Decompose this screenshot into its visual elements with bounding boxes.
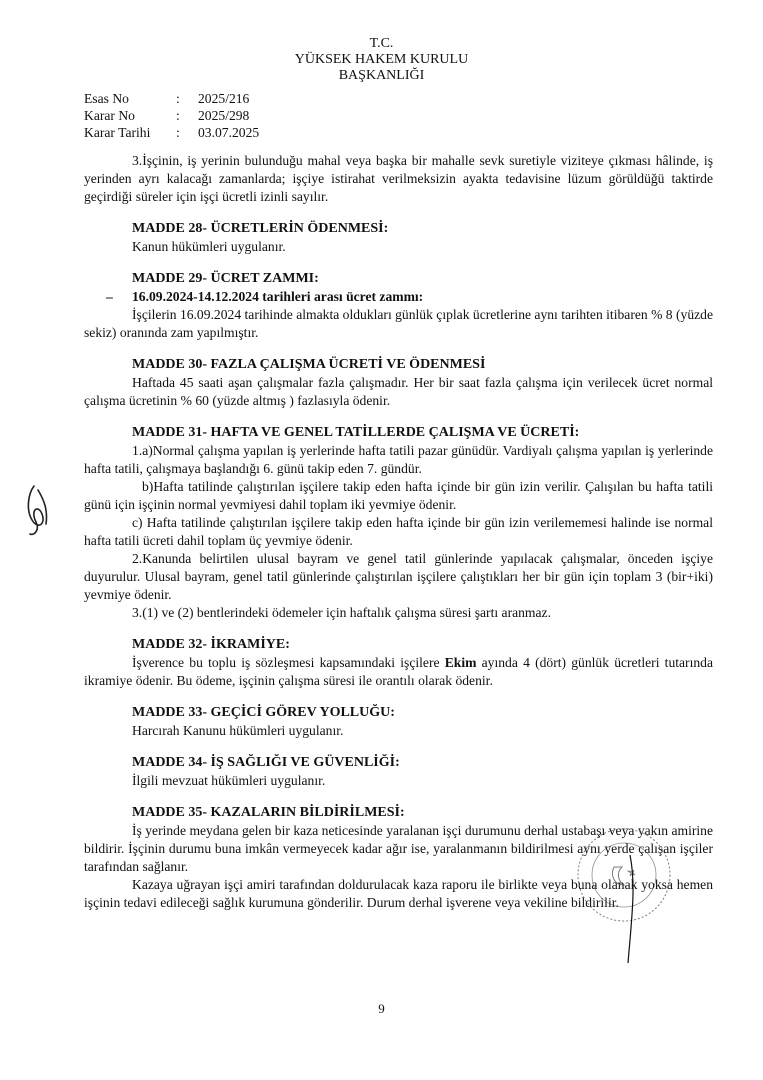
meta-row-karar bbox=[84, 107, 259, 124]
document-body bbox=[84, 152, 713, 912]
meta-value: 2025/298 bbox=[198, 108, 250, 123]
meta-colon: : bbox=[176, 91, 180, 106]
article-31-p1: 1.a)Normal çalışma yapılan iş yerlerinde hafta tatili pazar günüdür. Vardiyalı çalışma yapılan iş yerlerinde hafta tatili, çalışmaya başlandığı 6. günü takip eden 7. gündür. bbox=[84, 443, 713, 476]
article-33-text: Harcırah Kanunu hükümleri uygulanır. bbox=[132, 723, 344, 738]
meta-value: 03.07.2025 bbox=[198, 125, 260, 140]
header-presidency: BAŞKANLIĞI bbox=[338, 68, 425, 83]
meta-row-esas bbox=[84, 90, 259, 107]
article-28-title: MADDE 28- ÜCRETLERİN ÖDENMESİ: bbox=[132, 221, 389, 236]
header-tc: T.C. bbox=[369, 36, 394, 51]
article-29-bullet-text: 16.09.2024-14.12.2024 tarihleri arası ücret zammı: bbox=[132, 289, 424, 304]
article-29-bullet bbox=[106, 288, 713, 306]
article-32-text bbox=[84, 654, 713, 690]
article-29-title: MADDE 29- ÜCRET ZAMMI: bbox=[132, 271, 319, 286]
article-30-text: Haftada 45 saati aşan çalışmalar fazla çalışmadır. Her bir saat fazla çalışma için verilecek ücret normal çalışma ücretinin % 60 (yüzde altmış ) fazlasıyla ödenir. bbox=[84, 375, 713, 408]
article-31-p3: c) Hafta tatilinde çalıştırılan işçilere takip eden hafta içinde bir gün izin verilememesi halinde ise normal hafta tatili ücreti dahil toplam üç yevmiye ödenir. bbox=[84, 515, 713, 548]
case-metadata bbox=[84, 90, 259, 141]
article-35-title: MADDE 35- KAZALARIN BİLDİRİLMESİ: bbox=[132, 805, 405, 820]
article-35-p2: Kazaya uğrayan işçi amiri tarafından doldurulacak kaza raporu ile birlikte veya buna olanak yoksa hemen işçinin tedavi edileceği sağlık kurumuna gönderilir. Durum derhal işverene veya vekiline bildirilir. bbox=[84, 877, 713, 910]
header-institution: YÜKSEK HAKEM KURULU bbox=[294, 52, 469, 67]
article-30-title: MADDE 30- FAZLA ÇALIŞMA ÜCRETİ VE ÖDENMESİ bbox=[132, 357, 486, 372]
meta-row-karar-tarihi bbox=[84, 124, 259, 141]
meta-value: 2025/216 bbox=[198, 91, 250, 106]
article-29-text: İşçilerin 16.09.2024 tarihinde almakta oldukları günlük çıplak ücretlerine aynı tarihten itibaren % 8 (yüzde sekiz) oranında zam yapılmıştır. bbox=[84, 307, 713, 340]
article-31-p4: 2.Kanunda belirtilen ulusal bayram ve genel tatil günlerinde yapılacak çalışmalar, önceden işçiye duyurulur. Ulusal bayram, genel tatil günlerinde çalıştırılan işçilere çalıştıkları her bir gün için toplam 3 (bir+iki) yevmiye ödenir. bbox=[84, 551, 713, 602]
margin-initial-signature-icon bbox=[20, 480, 60, 540]
article-31-p5: 3.(1) ve (2) bentlerindeki ödemeler için haftalık çalışma süresi şartı aranmaz. bbox=[132, 605, 551, 620]
meta-label: Karar Tarihi bbox=[84, 125, 151, 140]
article-34-text: İlgili mevzuat hükümleri uygulanır. bbox=[132, 773, 326, 788]
document-header bbox=[0, 36, 763, 84]
meta-colon: : bbox=[176, 108, 180, 123]
article-32-month: Ekim bbox=[444, 655, 477, 670]
meta-label: Esas No bbox=[84, 91, 129, 106]
meta-colon: : bbox=[176, 125, 180, 140]
dash-bullet: – bbox=[106, 289, 113, 304]
article-28-text: Kanun hükümleri uygulanır. bbox=[132, 239, 286, 254]
article-31-title: MADDE 31- HAFTA VE GENEL TATİLLERDE ÇALIŞMA VE ÜCRETİ: bbox=[132, 425, 580, 440]
article-32-text-b: ayında 4 (dört) günlük ücretleri tutarında ikramiye ödenir. Bu ödeme, işçinin çalışma süresi ile orantılı olarak ödenir. bbox=[84, 655, 713, 688]
article-31-p2: b)Hafta tatilinde çalıştırılan işçilere takip eden hafta içinde bir gün izin verilir. Çalışılan bu hafta tatili günü için işçinin normal yevmiyesi dahil toplam iki yevmiye ödenir. bbox=[84, 479, 713, 512]
meta-label: Karar No bbox=[84, 108, 135, 123]
intro-paragraph: 3.İşçinin, iş yerinin bulunduğu mahal veya başka bir mahalle sevk suretiyle viziteye çıkması hâlinde, iş yerinden ayrı kalacağı zamanlarda; işçiye istirahat verilmeksizin ayakta tedavisine lüzum görüldüğü taktirde geçirdiği süreler için işçi ücretli izinli sayılır. bbox=[84, 153, 713, 204]
article-33-title: MADDE 33- GEÇİCİ GÖREV YOLLUĞU: bbox=[132, 705, 395, 720]
official-seal-icon bbox=[566, 815, 676, 965]
article-34-title: MADDE 34- İŞ SAĞLIĞI VE GÜVENLİĞİ: bbox=[132, 755, 400, 770]
article-35-p1: İş yerinde meydana gelen bir kaza neticesinde yaralanan işçi durumunu derhal ustabaşı veya yakın amirine bildirir. İşçinin durumu buna imkân vermeyecek kadar ağır ise, yaralanmanın bildirilmesi aynı yerde çalışan işçiler tarafından sağlanır. bbox=[84, 823, 713, 874]
article-32-text-a: İşverence bu toplu iş sözleşmesi kapsamındaki işçilere bbox=[132, 655, 445, 670]
page-number: 9 bbox=[378, 1001, 385, 1016]
article-32-title: MADDE 32- İKRAMİYE: bbox=[132, 637, 290, 652]
